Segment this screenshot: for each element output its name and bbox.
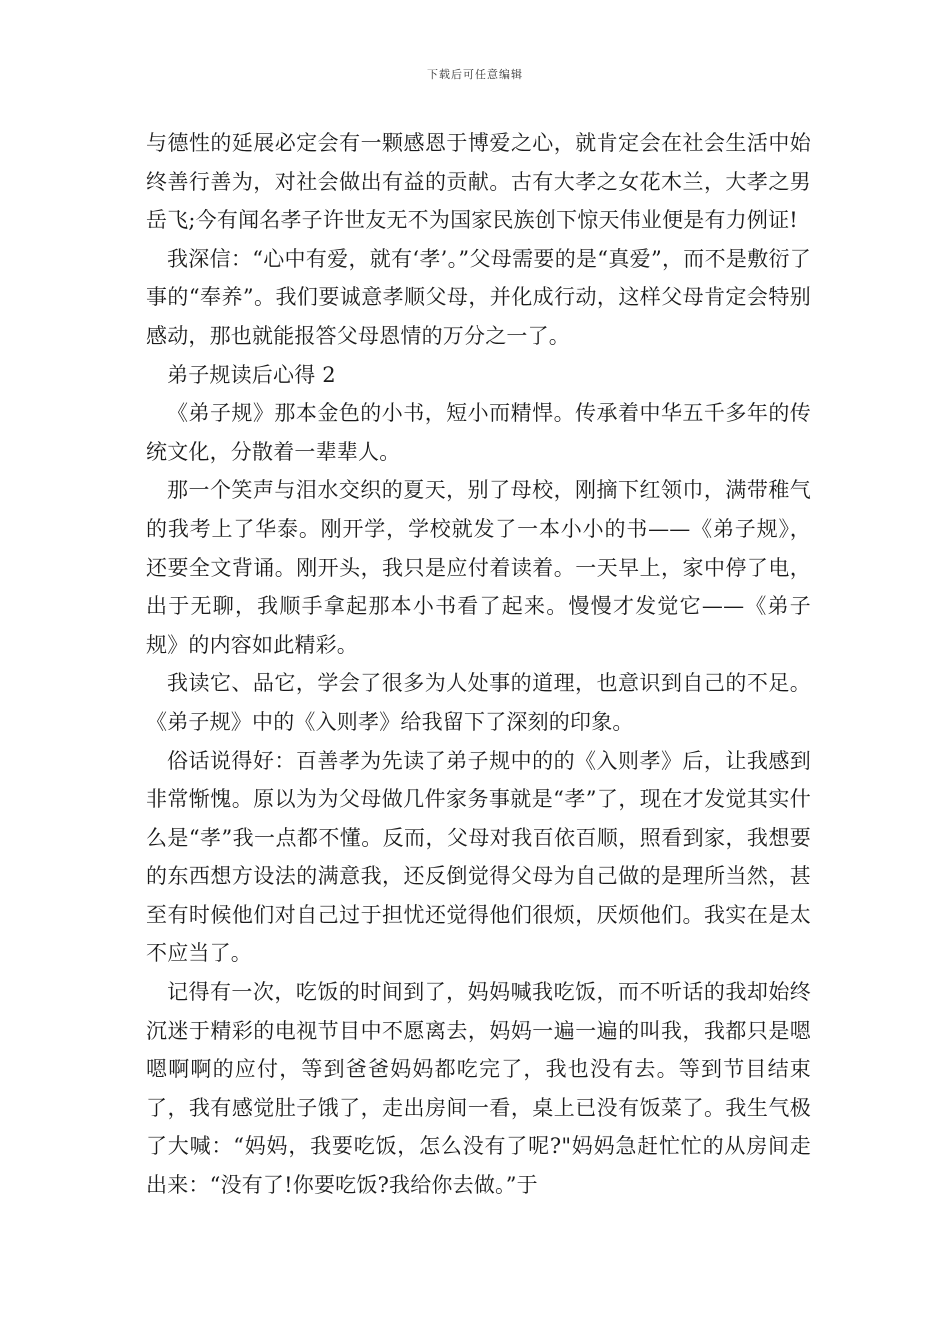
- paragraph: 俗话说得好：百善孝为先读了弟子规中的的《入则孝》后，让我感到非常惭愧。原以为为父母做几件家务事就是“孝”了，现在才发觉其实什么是“孝”我一点都不懂。反而，父母对我百依百顺，照看到家，我想要的东西想方设法的满意我，还反倒觉得父母为自己做的是理所当然，甚至有时候他们对自己过于担忧还觉得他们很烦，厌烦他们。我实在是太不应当了。: [146, 748, 811, 966]
- paragraph: 《弟子规》那本金色的小书，短小而精悍。传承着中华五千多年的传统文化，分散着一辈辈人。: [146, 401, 811, 464]
- page-header: 下载后可任意编辑: [427, 68, 523, 81]
- paragraph: 我读它、品它，学会了很多为人处事的道理，也意识到自己的不足。《弟子规》中的《入则孝》给我留下了深刻的印象。: [146, 671, 811, 734]
- paragraph: 与德性的延展必定会有一颗感恩于博爱之心，就肯定会在社会生活中始终善行善为，对社会做出有益的贡献。古有大孝之女花木兰，大孝之男岳飞;今有闻名孝子许世友无不为国家民族创下惊天伟业便是有力例证!: [146, 131, 811, 233]
- paragraph: 那一个笑声与泪水交织的夏天，别了母校，刚摘下红领巾，满带稚气的我考上了华泰。刚开学，学校就发了一本小小的书——《弟子规》，还要全文背诵。刚开头，我只是应付着读着。一天早上，家中停了电，出于无聊，我顺手拿起那本小书看了起来。慢慢才发觉它——《弟子规》的内容如此精彩。: [146, 478, 811, 657]
- section-heading: 弟子规读后心得 2: [167, 362, 336, 387]
- paragraph: 我深信：“心中有爱，就有‘孝’。”父母需要的是“真爱”，而不是敷衍了事的“奉养”。我们要诚意孝顺父母，并化成行动，这样父母肯定会特别感动，那也就能报答父母恩情的万分之一了。: [146, 246, 811, 348]
- document-body: [146, 124, 811, 1205]
- paragraph: 记得有一次，吃饭的时间到了，妈妈喊我吃饭，而不听话的我却始终沉迷于精彩的电视节目中不愿离去，妈妈一遍一遍的叫我，我都只是嗯嗯啊啊的应付，等到爸爸妈妈都吃完了，我也没有去。等到节目结束了，我有感觉肚子饿了，走出房间一看，桌上已没有饭菜了。我生气极了大喊：“妈妈，我要吃饭，怎么没有了呢?"妈妈急赶忙忙的从房间走出来：“没有了!你要吃饭?我给你去做。”于: [146, 980, 811, 1198]
